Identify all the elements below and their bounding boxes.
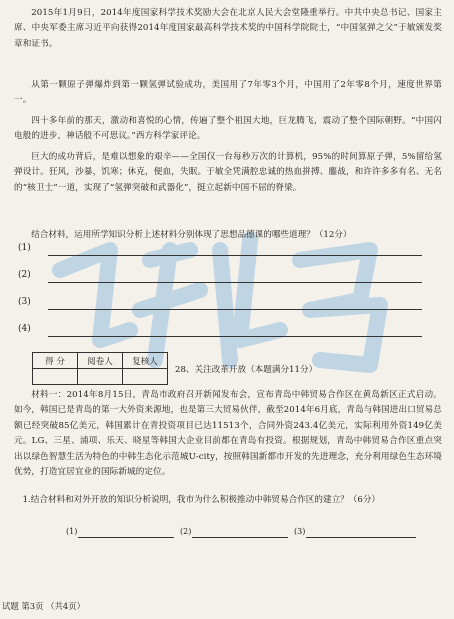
answer-label: (2): [18, 270, 31, 280]
reviewer-cell[interactable]: [123, 369, 168, 385]
paragraph-award: 2015年1月9日，2014年度国家科学技术奖励大会在北京人民大会堂隆重举行。中共中央总书记、国家主席、中央军委主席习近平向获得2014年度国家最高科学技术奖的中国科学院院士，“中国氢弹之父”于敏颁发奖章和证书。: [14, 8, 442, 49]
sub-label: (1): [66, 527, 78, 536]
section-28-title: 28、关注改革开放（本题满分11分）: [175, 365, 318, 375]
paragraph-hardship: 巨大的成功背后，是难以想象的艰辛——全国仅一台每秒万次的计算机，95%的时间算原子弹，5%留给氢弹设计。狂风，沙暴，饥寒；休克，便血，失眠。于敏全凭满腔忠诚的热血拼搏、鏖战，和许许多多有名、无名的“核卫士”一道，实现了“氢弹突破和武器化”，挺立起新中国不屈的脊梁。: [14, 152, 442, 193]
score-table: [32, 352, 168, 385]
score-header: 得 分: [33, 353, 78, 369]
question-28-1: 1.结合材料和对外开放的知识分析说明，我市为什么积极推动中韩贸易合作区的建立？（6分）: [22, 495, 381, 505]
grader-header: 阅卷人: [78, 353, 123, 369]
paragraph-speed: 从第一颗原子弹爆炸到第一颗氢弹试验成功，美国用了7年零3个月，中国用了2年零8个月，速度世界第一。: [14, 80, 442, 106]
answer-label: (4): [18, 324, 31, 334]
material-1: 材料一：2014年8月15日，青岛市政府召开新闻发布会，宣布青岛中韩贸易合作区在黄岛新区正式启动。如今，韩国已是青岛的第一大外资来源地，也是第三大贸易伙伴，截至2014年6月底，青岛与韩国进出口贸易总额已经突破85亿美元，韩国累计在青投资项目已达11513个，合同外资243.4亿美元，实际利用外资149亿美元。LG、三星、浦项、乐天、晓星等韩国大企业目前都在青岛有投资。根据规划，青岛中韩贸易合作区重点突出以绿色智慧生活为特色的中韩生态化示范城U-city，按照韩国新都市开发的先进理念，充分利用绿色生态环境优势，打造宜居宜业的国际新城的定位。: [14, 390, 442, 478]
sub-label: (2): [180, 527, 192, 536]
answer-blank-1[interactable]: [78, 537, 174, 538]
question-27: 结合材料，运用所学知识分析上述材料分别体现了思想品德课的哪些道理？（12分）: [31, 230, 352, 240]
answer-label: (3): [18, 297, 31, 307]
answer-label: (1): [18, 243, 31, 253]
answer-line-1[interactable]: [14, 243, 434, 259]
score-cell[interactable]: [33, 369, 78, 385]
grader-cell[interactable]: [78, 369, 123, 385]
sub-label: (3): [294, 527, 306, 536]
answer-blank-3[interactable]: [306, 537, 416, 538]
reviewer-header: 复核人: [123, 353, 168, 369]
paragraph-reaction: 四十多年前的那天，激动和喜悦的心情，传遍了整个祖国大地，巨龙腾飞，震动了整个国际朝野。“中国闪电般的进步，神话般不可思议。”西方科学家评论。: [14, 116, 442, 142]
answer-blank-2[interactable]: [192, 537, 288, 538]
answer-line-3[interactable]: [14, 297, 434, 313]
answer-line-4[interactable]: [14, 324, 434, 340]
answer-line-2[interactable]: [14, 270, 434, 286]
page-footer: 试题 第3页 （共4页）: [2, 601, 85, 611]
